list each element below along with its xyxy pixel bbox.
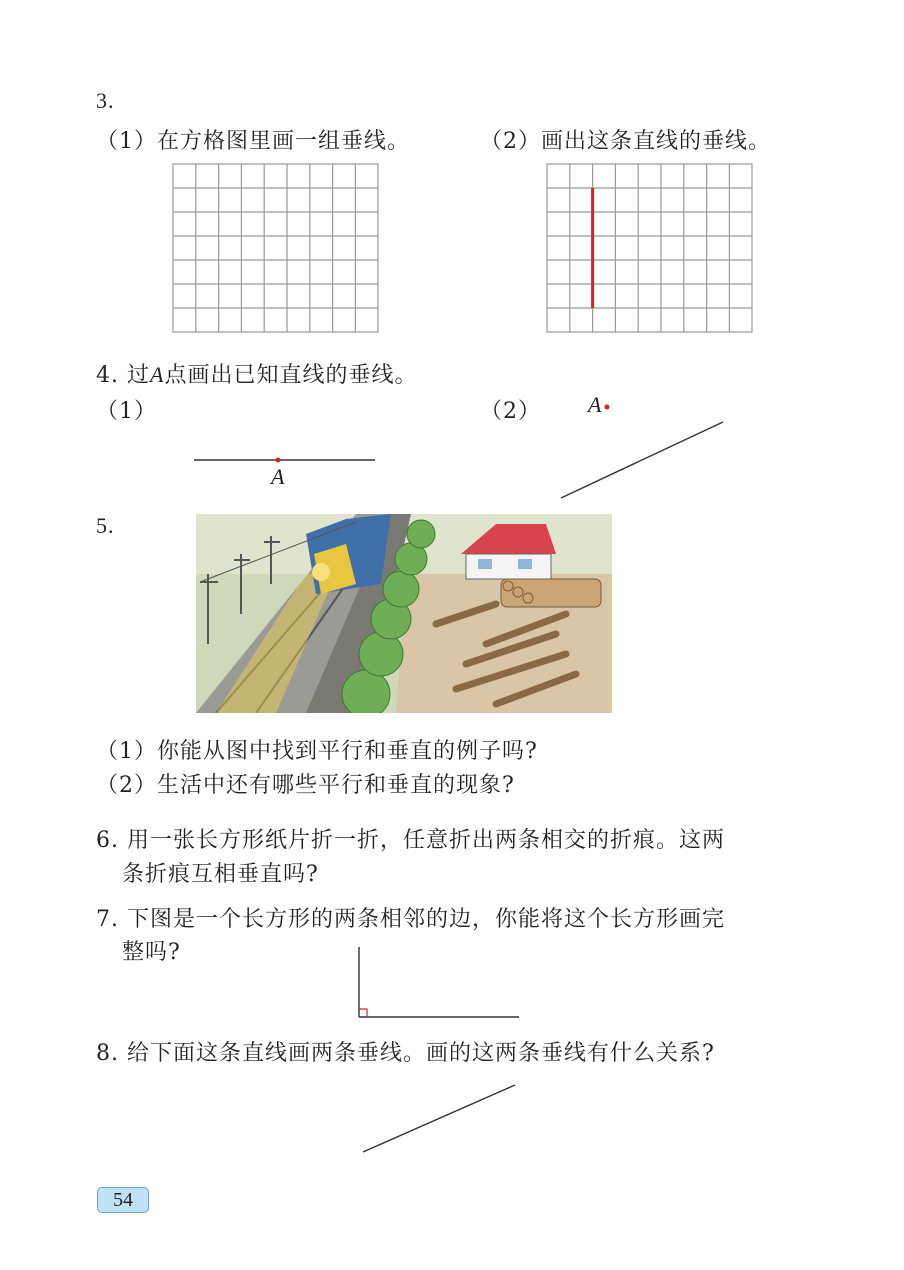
q4-prompt-prefix: 4. 过 [96, 363, 150, 388]
q5-sub2: （2）生活中还有哪些平行和垂直的现象? [96, 773, 515, 798]
q3-number: 3. [96, 88, 115, 113]
q6-line2: 条折痕互相垂直吗? [122, 862, 319, 887]
q4-part1: （1） [96, 399, 157, 424]
q3-part1-text: （1）在方格图里画一组垂线。 [96, 129, 410, 154]
page-number: 54 [97, 1187, 149, 1213]
q4-label-a-1: A [271, 464, 286, 489]
q4-label-a-2: A [588, 392, 603, 417]
q5-sub1: （1）你能从图中找到平行和垂直的例子吗? [96, 739, 538, 764]
q4-prompt [96, 358, 417, 389]
point-a-1 [276, 458, 281, 463]
q5-number: 5. [96, 513, 115, 538]
q6-line1: 6. 用一张长方形纸片折一折，任意折出两条相交的折痕。这两 [96, 828, 725, 853]
q3-part2-text: （2）画出这条直线的垂线。 [480, 129, 771, 154]
grid-2 [546, 163, 754, 335]
rectangle-adjacent-sides [355, 944, 525, 1024]
right-angle-mark [359, 1009, 367, 1017]
q4-point-label: A [149, 362, 165, 387]
q8-line [358, 1080, 522, 1158]
grid-1 [172, 163, 380, 335]
q7-line1: 7. 下图是一个长方形的两条相邻的边，你能将这个长方形画完 [96, 907, 725, 932]
point-a-2 [605, 405, 610, 410]
q8-line1: 8. 给下面这条直线画两条垂线。画的这两条垂线有什么关系? [96, 1041, 715, 1066]
q4-prompt-suffix: 点画出已知直线的垂线。 [164, 363, 418, 388]
railway-illustration [196, 514, 612, 713]
q4-part2: （2） [480, 399, 541, 424]
q7-line2: 整吗? [122, 940, 181, 965]
q4-line-2 [556, 400, 732, 504]
